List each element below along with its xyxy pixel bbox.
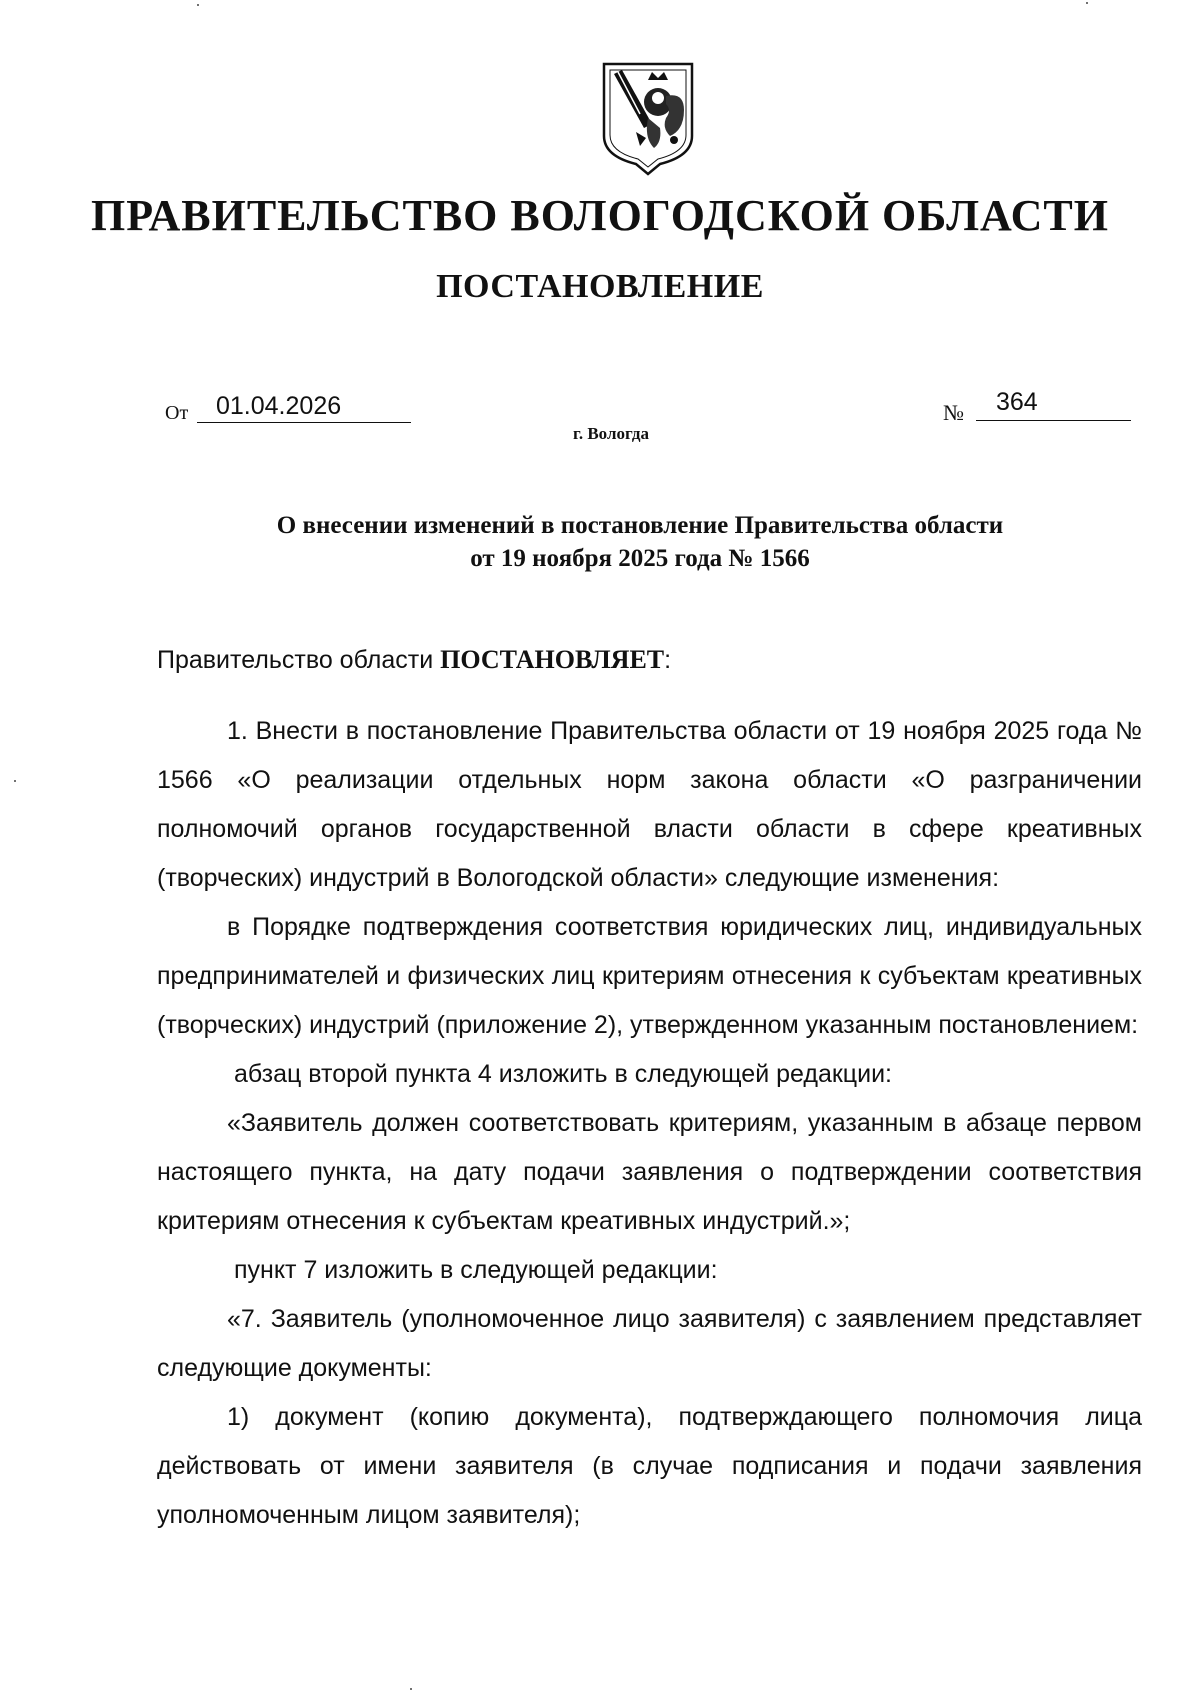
document-title-line-1: О внесении изменений в постановление Правительства области: [276, 512, 1004, 539]
city: г. Вологда: [573, 424, 649, 443]
document-body: [157, 707, 1142, 1540]
document-date: 01.04.2026: [216, 392, 342, 420]
scan-artifact: [410, 1688, 412, 1690]
coat-of-arms-emblem: [600, 58, 696, 176]
body-paragraph: в Порядке подтверждения соответствия юридических лиц, индивидуальных предпринимателей и физических лиц критериям отнесения к субъектам креативных (творческих) индустрий (приложение 2), утвержденном указанным постановлением:: [157, 913, 1142, 1039]
document-title-line-2: от 19 ноября 2025 года № 1566: [470, 545, 810, 572]
preamble-text: Правительство области: [157, 646, 441, 674]
number-underline: [976, 420, 1131, 421]
preamble-emphasis: ПОСТАНОВЛЯЕТ: [440, 645, 665, 674]
body-paragraph: 1) документ (копию документа), подтверждающего полномочия лица действовать от имени заявителя (в случае подписания и подачи заявления уполномоченным лицом заявителя);: [157, 1403, 1142, 1529]
number-prefix: №: [943, 400, 964, 425]
preamble-colon: :: [664, 646, 672, 674]
organization-name: ПРАВИТЕЛЬСТВО ВОЛОГОДСКОЙ ОБЛАСТИ: [91, 191, 1109, 240]
date-underline: [197, 422, 411, 423]
preamble: [157, 635, 1142, 685]
scan-artifact: [1086, 2, 1088, 4]
date-prefix: От: [165, 402, 189, 424]
body-paragraph: абзац второй пункта 4 изложить в следующей редакции:: [234, 1060, 892, 1088]
scan-artifact: [14, 780, 16, 782]
body-paragraph: «Заявитель должен соответствовать критериям, указанным в абзаце первом настоящего пункта, на дату подачи заявления о подтверждении соответствия критериям отнесения к субъектам креативных индустрий.»;: [157, 1109, 1142, 1235]
scan-artifact: [197, 4, 199, 6]
body-paragraph: «7. Заявитель (уполномоченное лицо заявителя) с заявлением представляет следующие документы:: [157, 1305, 1142, 1382]
document-type: ПОСТАНОВЛЕНИЕ: [436, 268, 764, 305]
body-paragraph: пункт 7 изложить в следующей редакции:: [234, 1256, 718, 1284]
document-number: 364: [996, 388, 1038, 416]
body-paragraph: 1. Внести в постановление Правительства области от 19 ноября 2025 года № 1566 «О реализации отдельных норм закона области «О разграничении полномочий органов государственной власти области в сфере креативных (творческих) индустрий в Вологодской области» следующие изменения:: [157, 717, 1142, 892]
